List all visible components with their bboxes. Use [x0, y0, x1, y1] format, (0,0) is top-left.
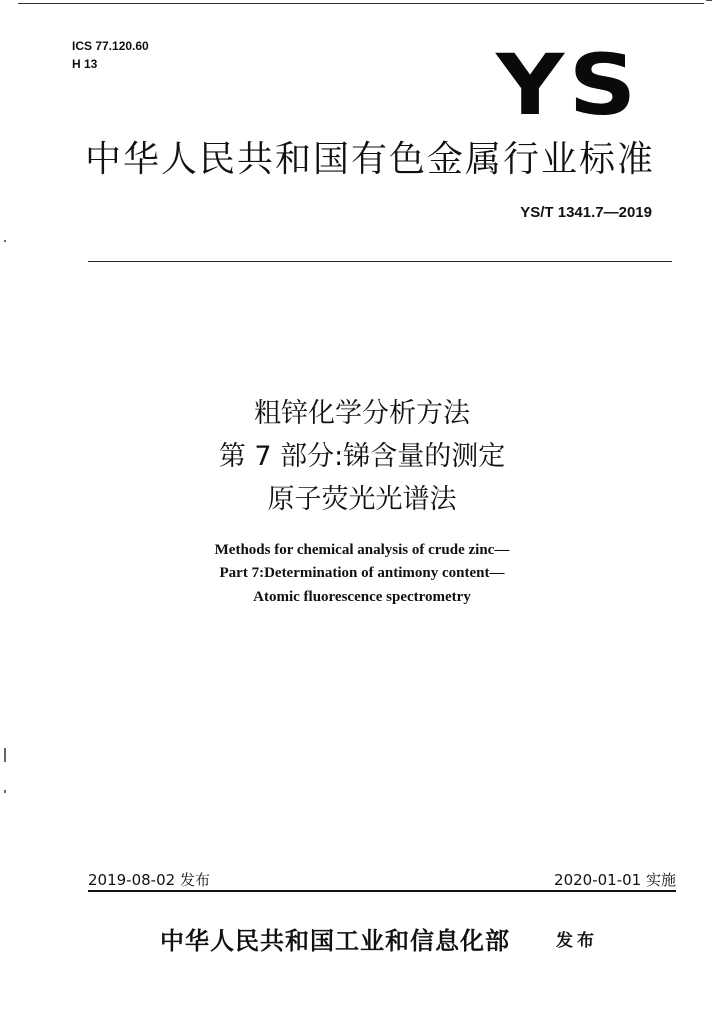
- implementation-date: 2020-01-01 实施: [554, 871, 676, 889]
- scan-edge-mark: [4, 790, 6, 793]
- title-cn-line1: 粗锌化学分析方法: [254, 398, 470, 429]
- top-border-line: [18, 3, 704, 4]
- standard-number: YS/T 1341.7—2019: [520, 204, 652, 221]
- issuer-name: 中华人民共和国工业和信息化部: [160, 926, 510, 955]
- title-cn-line2: 第 7 部分:锑含量的测定: [218, 441, 506, 472]
- corner-mark: [706, 0, 712, 7]
- footer-divider: [88, 890, 676, 892]
- scan-edge-mark: [4, 748, 6, 762]
- scan-edge-mark: [4, 240, 6, 242]
- standard-title: 中华人民共和国有色金属行业标准: [84, 139, 655, 180]
- title-cn-line3: 原子荧光光谱法: [267, 484, 457, 515]
- ccs-code: H 13: [72, 57, 98, 71]
- ics-code: ICS 77.120.60: [72, 39, 149, 53]
- title-en-line2: Part 7:Determination of antimony content—: [219, 565, 505, 581]
- ys-logo: YS: [496, 36, 641, 134]
- title-en-line3: Atomic fluorescence spectrometry: [253, 589, 471, 605]
- issuer-suffix: 发布: [556, 931, 598, 951]
- issue-date: 2019-08-02 发布: [88, 871, 210, 889]
- header-divider: [88, 261, 672, 262]
- title-en-line1: Methods for chemical analysis of crude zinc—: [214, 542, 510, 558]
